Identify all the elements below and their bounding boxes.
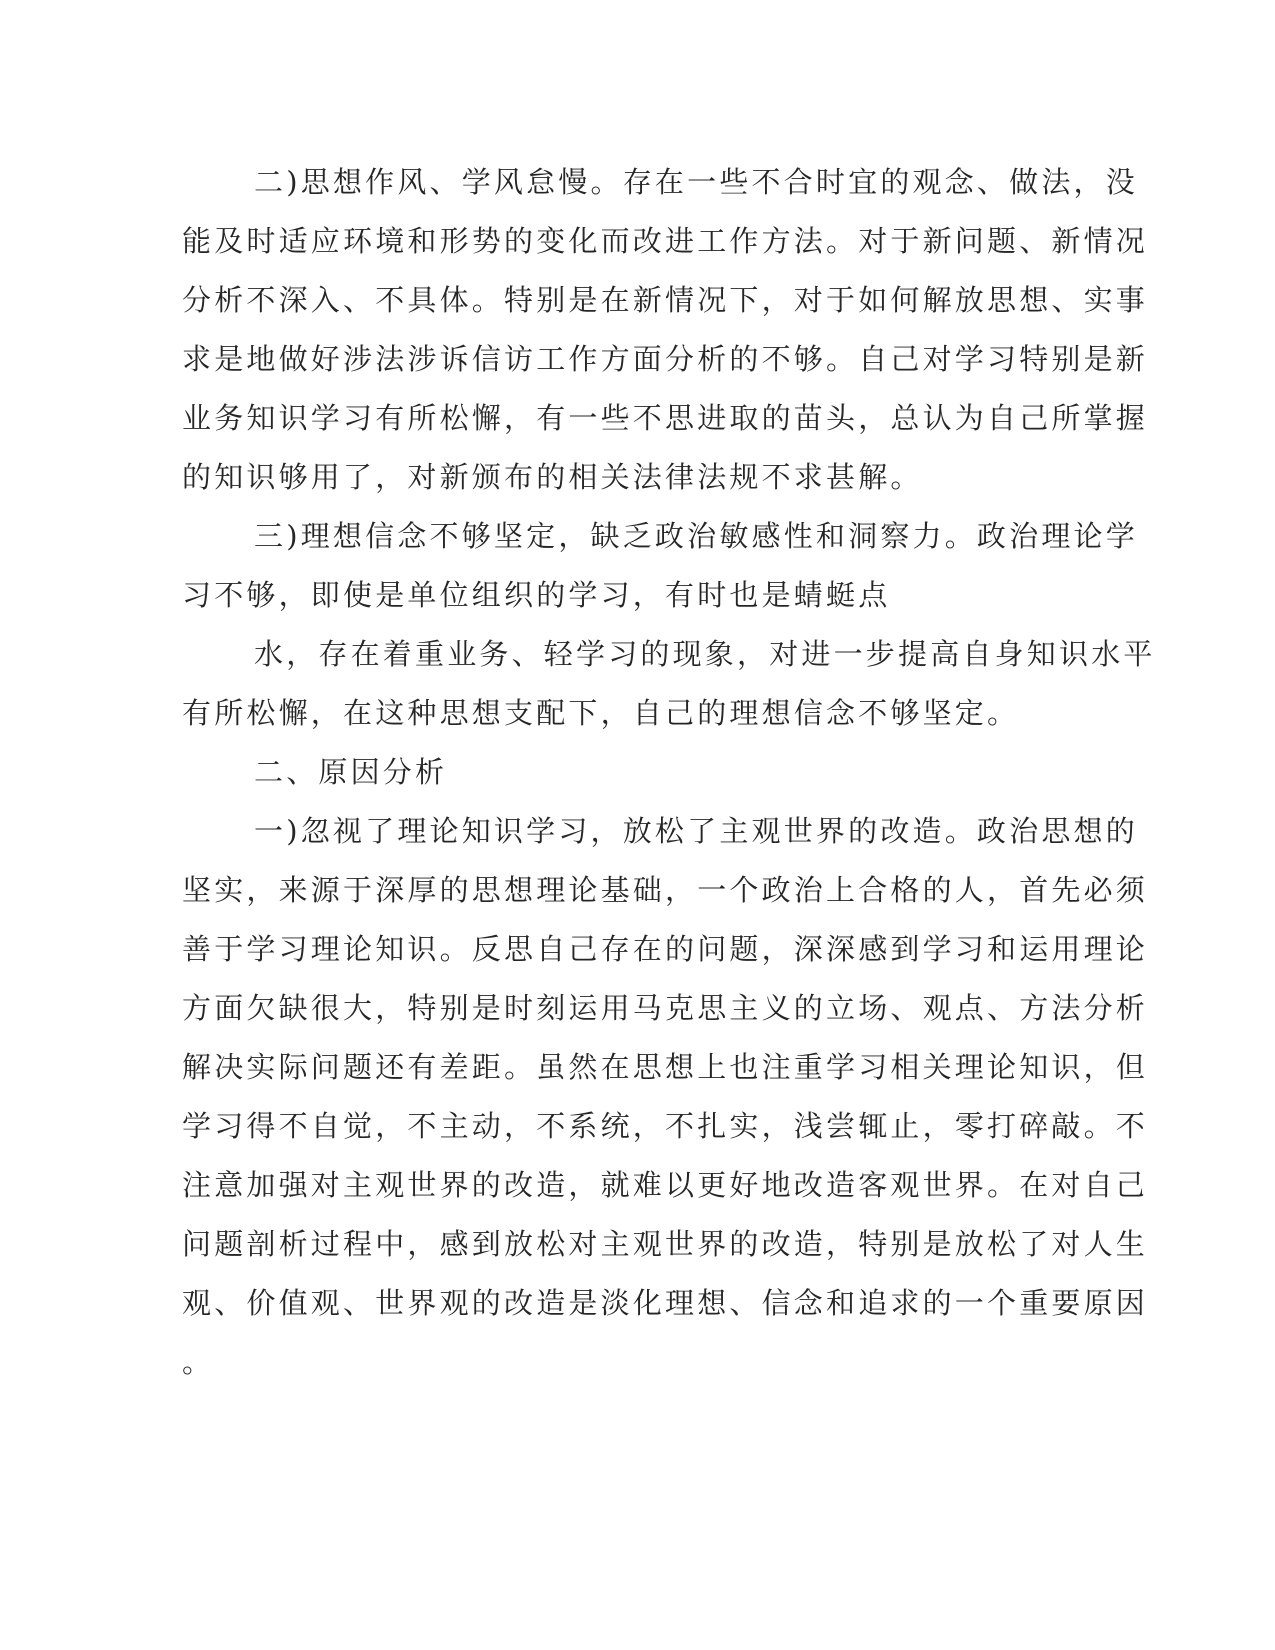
text-line: 分析不深入、不具体。特别是在新情况下，对于如何解放思想、实事: [182, 283, 1149, 317]
text-line: 注意加强对主观世界的改造，就难以更好地改造客观世界。在对自己: [182, 1168, 1149, 1202]
text-line: 解决实际问题还有差距。虽然在思想上也注重学习相关理论知识，但: [182, 1050, 1149, 1084]
text-line: 方面欠缺很大，特别是时刻运用马克思主义的立场、观点、方法分析: [182, 991, 1149, 1025]
text-line: 有所松懈，在这种思想支配下，自己的理想信念不够坚定。: [182, 696, 1020, 730]
text-line: 观、价值观、世界观的改造是淡化理想、信念和追求的一个重要原因: [182, 1286, 1149, 1320]
text-line: 习不够，即使是单位组织的学习，有时也是蜻蜓点: [182, 578, 891, 612]
section-heading: 二、原因分析: [254, 755, 448, 789]
text-line: 善于学习理论知识。反思自己存在的问题，深深感到学习和运用理论: [182, 932, 1149, 966]
text-line: 学习得不自觉，不主动，不系统，不扎实，浅尝辄止，零打碎敲。不: [182, 1109, 1149, 1143]
text-line: 。: [182, 1345, 215, 1379]
text-line: 一)忽视了理论知识学习，放松了主观世界的改造。政治思想的: [254, 814, 1138, 848]
text-line: 的知识够用了，对新颁布的相关法律法规不求甚解。: [182, 460, 923, 494]
text-line: 问题剖析过程中，感到放松对主观世界的改造，特别是放松了对人生: [182, 1227, 1149, 1261]
text-line: 二)思想作风、学风怠慢。存在一些不合时宜的观念、做法，没: [254, 165, 1138, 199]
text-line: 能及时适应环境和形势的变化而改进工作方法。对于新问题、新情况: [182, 224, 1149, 258]
text-line: 三)理想信念不够坚定，缺乏政治敏感性和洞察力。政治理论学: [254, 519, 1138, 553]
text-line: 求是地做好涉法涉诉信访工作方面分析的不够。自己对学习特别是新: [182, 342, 1149, 376]
text-line: 水，存在着重业务、轻学习的现象，对进一步提高自身知识水平: [254, 637, 1156, 671]
text-line: 坚实，来源于深厚的思想理论基础，一个政治上合格的人，首先必须: [182, 873, 1149, 907]
text-line: 业务知识学习有所松懈，有一些不思进取的苗头，总认为自己所掌握: [182, 401, 1149, 435]
